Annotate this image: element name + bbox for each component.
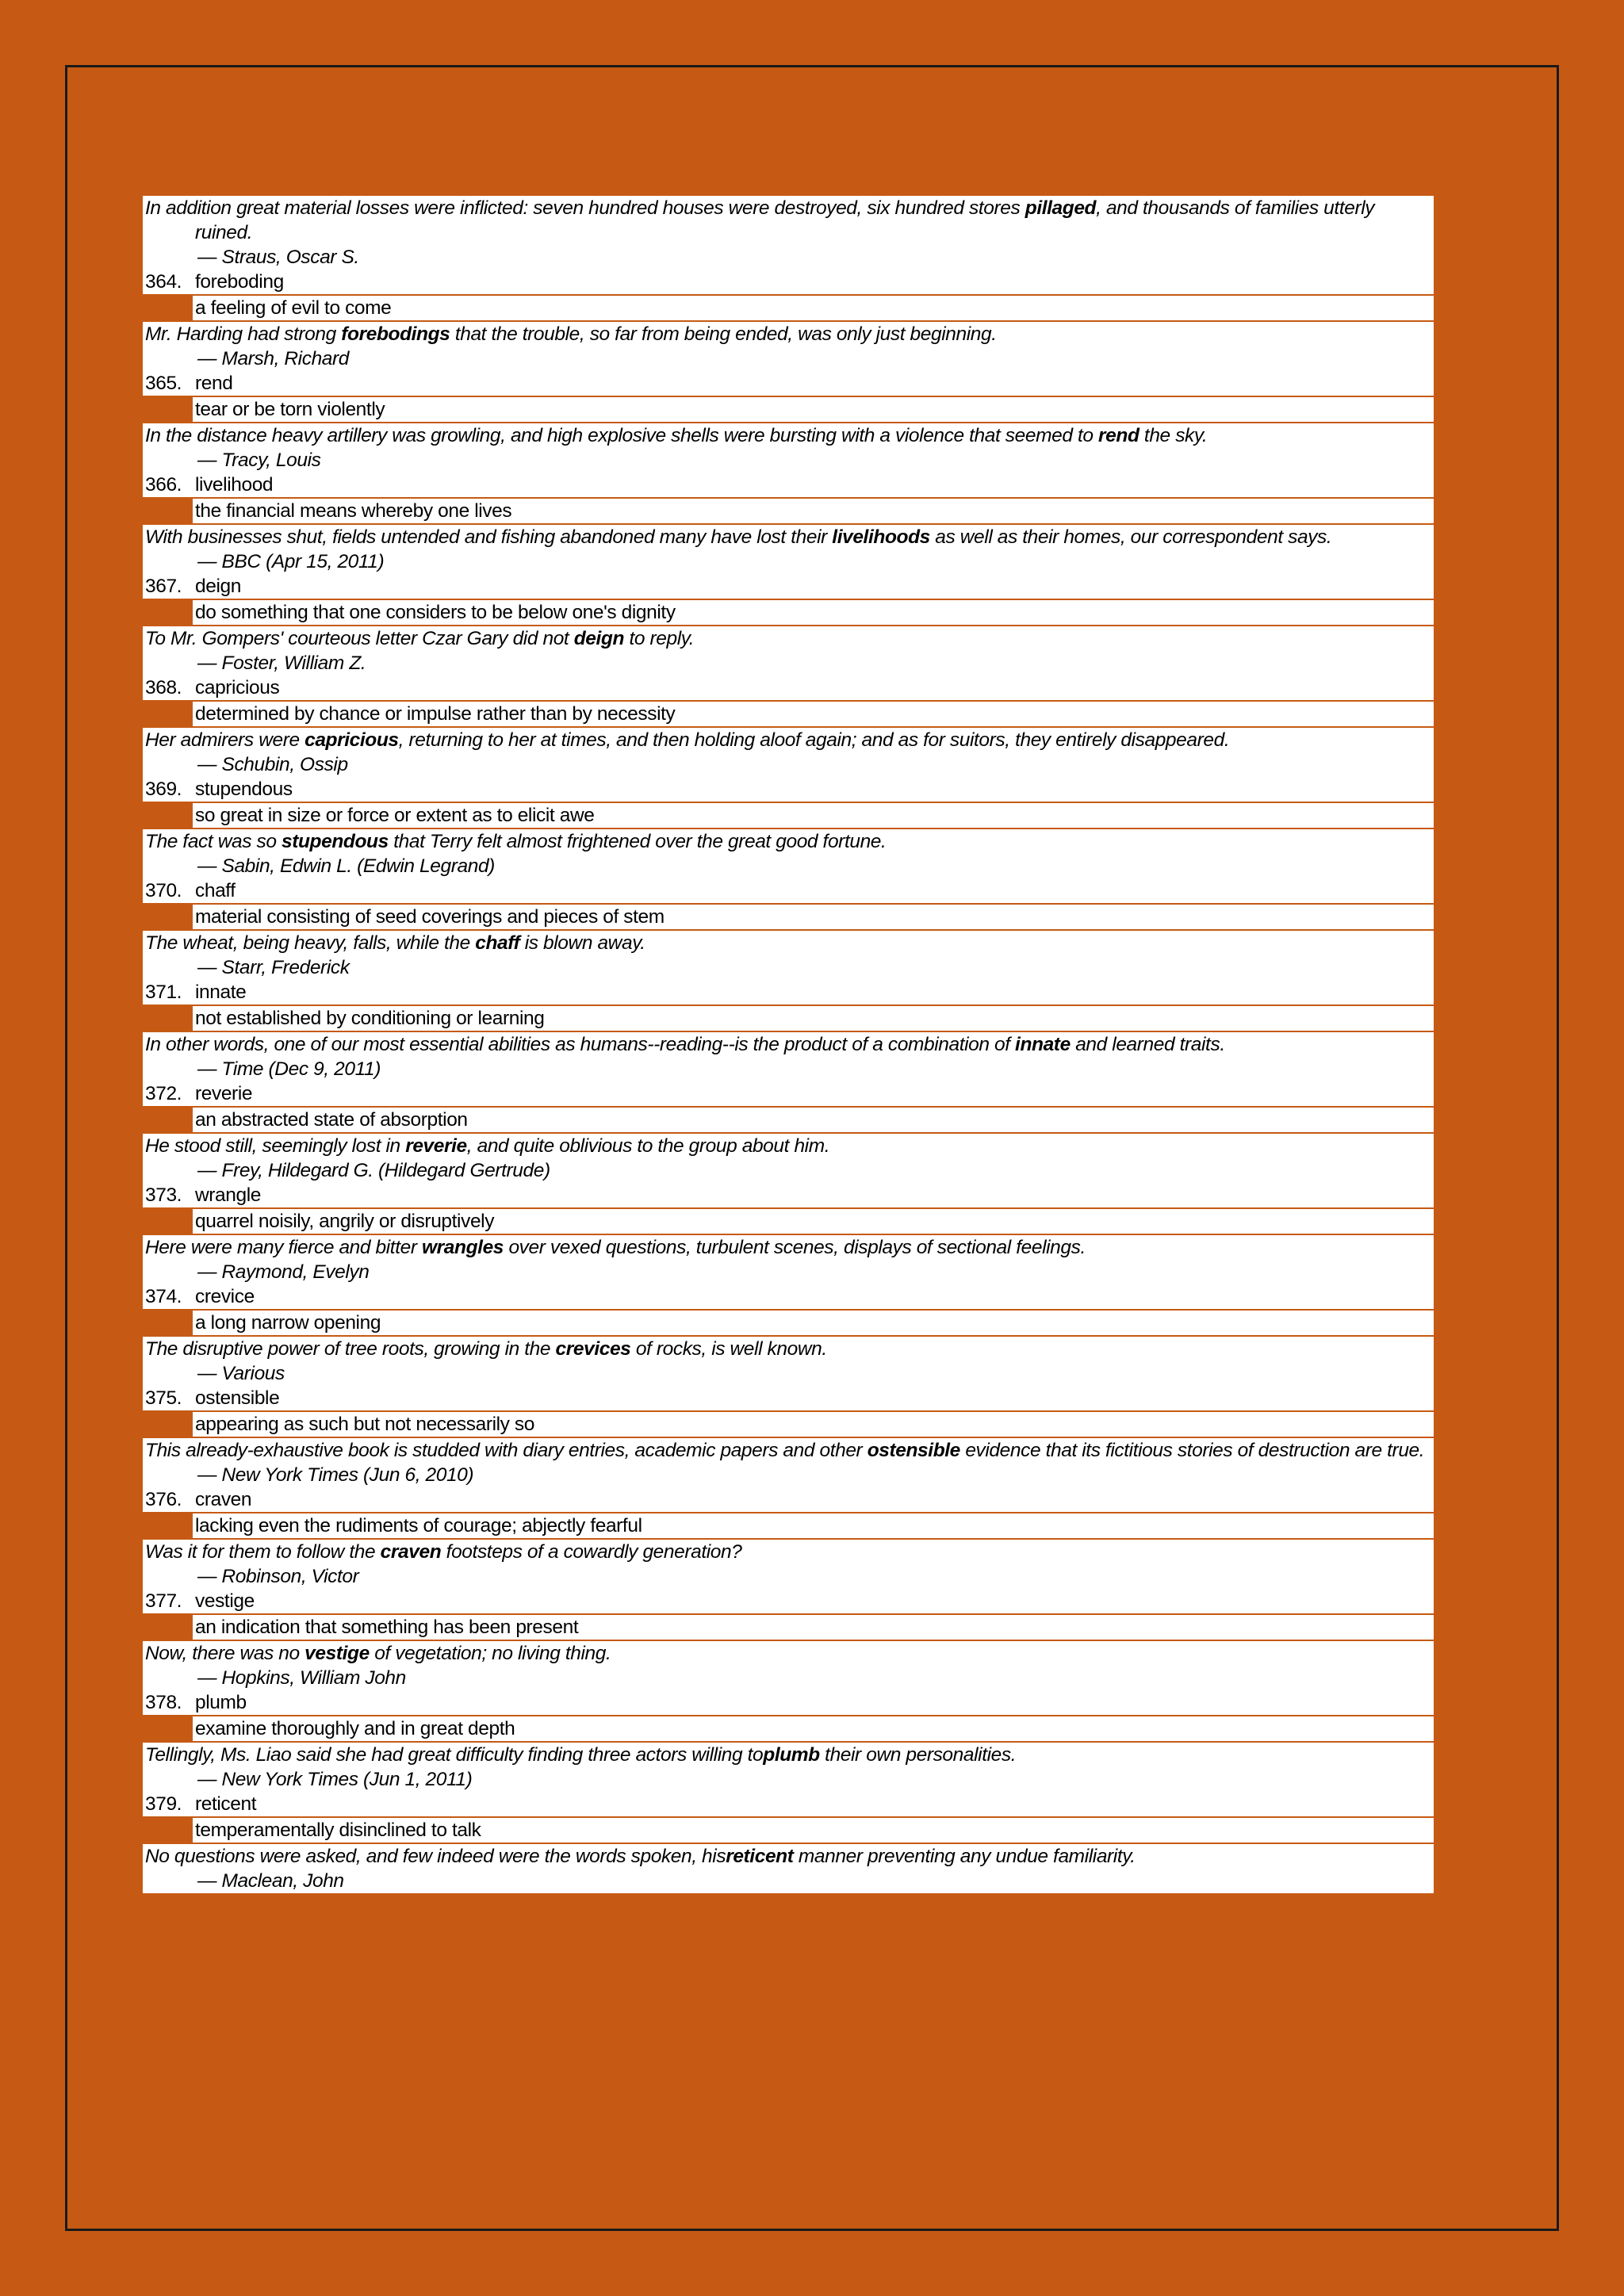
- example-source: — New York Times (Jun 6, 2010): [197, 1464, 474, 1486]
- highlighted-word: vestige: [304, 1643, 370, 1664]
- sentence-text: is blown away.: [519, 932, 645, 954]
- entry-word: livelihood: [195, 474, 274, 496]
- entry-number: 376.: [145, 1489, 182, 1510]
- entry-number: 366.: [145, 474, 182, 496]
- entry-number: 374.: [145, 1286, 182, 1307]
- highlighted-word: forebodings: [341, 323, 450, 345]
- sentence-text: This already-exhaustive book is studded with diary entries, academic papers and other: [145, 1440, 868, 1461]
- entry-word: rend: [195, 373, 233, 394]
- example-sentence: [145, 1844, 1434, 1869]
- example-source: — Frey, Hildegard G. (Hildegard Gertrude): [197, 1160, 550, 1181]
- example-block: [143, 196, 1434, 294]
- entry-word: deign: [195, 576, 241, 597]
- entry-word: reticent: [195, 1793, 257, 1815]
- sentence-text: In addition great material losses were inflicted: seven hundred houses were destroyed, six hundred stores: [145, 197, 1025, 219]
- definition-row: [143, 497, 1434, 525]
- entry-number: 379.: [145, 1793, 182, 1815]
- definition-text: determined by chance or impulse rather than by necessity: [193, 702, 1434, 726]
- sentence-text: over vexed questions, turbulent scenes, displays of sectional feelings.: [504, 1237, 1086, 1258]
- example-source: — Various: [197, 1363, 285, 1384]
- vocab-headword: [145, 777, 1434, 802]
- definition-text: an indication that something has been present: [193, 1615, 1434, 1640]
- entry-word: plumb: [195, 1692, 247, 1713]
- sentence-text: of rocks, is well known.: [630, 1338, 827, 1360]
- example-block: [143, 1540, 1434, 1613]
- definition-text: do something that one considers to be below one's dignity: [193, 600, 1434, 625]
- vocab-headword: [145, 980, 1434, 1004]
- definition-row: [143, 1106, 1434, 1134]
- definition-row: [143, 294, 1434, 322]
- highlighted-word: livelihoods: [832, 526, 930, 548]
- example-sentence: [145, 931, 1434, 955]
- example-source: — BBC (Apr 15, 2011): [197, 551, 385, 572]
- definition-text: not established by conditioning or learning: [193, 1006, 1434, 1031]
- definition-text: lacking even the rudiments of courage; abjectly fearful: [193, 1513, 1434, 1538]
- example-source: — Starr, Frederick: [197, 957, 350, 978]
- highlighted-word: deign: [573, 628, 625, 649]
- highlighted-word: chaff: [475, 932, 520, 954]
- definition-row: [143, 599, 1434, 626]
- entry-word: crevice: [195, 1286, 255, 1307]
- entry-number: 372.: [145, 1083, 182, 1104]
- example-source: — Schubin, Ossip: [197, 754, 348, 775]
- sentence-text: Mr. Harding had strong: [145, 323, 342, 345]
- example-block: [143, 1235, 1434, 1309]
- vocab-headword: [145, 1284, 1434, 1309]
- example-block: [143, 1844, 1434, 1893]
- definition-row: [143, 700, 1434, 728]
- vocab-headword: [145, 1183, 1434, 1207]
- sentence-text: and learned traits.: [1070, 1034, 1225, 1055]
- vocab-headword: [145, 371, 1434, 396]
- example-source: — Hopkins, William John: [197, 1667, 406, 1689]
- vocab-headword: [145, 270, 1434, 294]
- entry-number: 375.: [145, 1387, 182, 1409]
- example-sentence: [145, 322, 1434, 346]
- example-block: [143, 626, 1434, 700]
- example-sentence: [145, 423, 1434, 448]
- example-sentence: [145, 1540, 1434, 1564]
- highlighted-word: rend: [1098, 425, 1139, 446]
- vocab-headword: [145, 1589, 1434, 1613]
- sentence-text: The disruptive power of tree roots, growing in the: [145, 1338, 556, 1360]
- example-sentence: [145, 525, 1434, 549]
- highlighted-word: wrangles: [422, 1237, 504, 1258]
- definition-row: [143, 802, 1434, 829]
- highlighted-word: capricious: [304, 729, 399, 751]
- sentence-text: manner preventing any undue familiarity.: [793, 1846, 1136, 1867]
- entry-number: 369.: [145, 779, 182, 800]
- sentence-text: evidence that its fictitious stories of destruction are true.: [959, 1440, 1425, 1461]
- example-block: [143, 931, 1434, 1004]
- entry-number: 367.: [145, 576, 182, 597]
- vocab-headword: [145, 1386, 1434, 1410]
- sentence-text: Tellingly, Ms. Liao said she had great difficulty finding three actors willing to: [145, 1744, 764, 1766]
- vocab-headword: [145, 878, 1434, 903]
- example-sentence: [145, 1134, 1434, 1158]
- example-sentence: [145, 626, 1434, 651]
- entry-number: 371.: [145, 982, 182, 1003]
- sentence-text: the sky.: [1139, 425, 1208, 446]
- highlighted-word: innate: [1015, 1034, 1071, 1055]
- definition-row: [143, 1613, 1434, 1641]
- sentence-text: as well as their homes, our correspondent says.: [929, 526, 1332, 548]
- definition-text: quarrel noisily, angrily or disruptively: [193, 1209, 1434, 1234]
- example-source: — Sabin, Edwin L. (Edwin Legrand): [197, 855, 495, 877]
- sentence-text: To Mr. Gompers' courteous letter Czar Gary did not: [145, 628, 574, 649]
- definition-text: temperamentally disinclined to talk: [193, 1818, 1434, 1843]
- example-block: [143, 1134, 1434, 1207]
- highlighted-word: stupendous: [281, 831, 389, 852]
- example-sentence: [145, 728, 1434, 752]
- definition-text: a feeling of evil to come: [193, 296, 1434, 320]
- sentence-text: Here were many fierce and bitter: [145, 1237, 423, 1258]
- entry-word: reverie: [195, 1083, 253, 1104]
- definition-text: tear or be torn violently: [193, 397, 1434, 422]
- example-sentence: [145, 1641, 1434, 1666]
- example-block: [143, 1641, 1434, 1715]
- vocab-headword: [145, 473, 1434, 497]
- sentence-text: , and quite oblivious to the group about him.: [466, 1135, 830, 1157]
- sentence-text: With businesses shut, fields untended and fishing abandoned many have lost their: [145, 526, 833, 548]
- sentence-text: that Terry felt almost frightened over the great good fortune.: [388, 831, 887, 852]
- entry-word: capricious: [195, 677, 280, 698]
- vocab-headword: [145, 1487, 1434, 1512]
- sentence-text: their own personalities.: [819, 1744, 1017, 1766]
- entry-number: 378.: [145, 1692, 182, 1713]
- entry-number: 365.: [145, 373, 182, 394]
- highlighted-word: plumb: [763, 1744, 820, 1766]
- example-block: [143, 322, 1434, 396]
- definition-text: the financial means whereby one lives: [193, 499, 1434, 523]
- sentence-text: The wheat, being heavy, falls, while the: [145, 932, 476, 954]
- highlighted-word: crevices: [555, 1338, 631, 1360]
- example-source: — Straus, Oscar S.: [197, 247, 359, 268]
- definition-text: appearing as such but not necessarily so: [193, 1412, 1434, 1437]
- sentence-text: In the distance heavy artillery was growling, and high explosive shells were bursting with a violence that seemed to: [145, 425, 1099, 446]
- entry-word: innate: [195, 982, 247, 1003]
- definition-text: so great in size or force or extent as to elicit awe: [193, 803, 1434, 828]
- example-source: — Maclean, John: [197, 1870, 344, 1892]
- entry-word: stupendous: [195, 779, 293, 800]
- example-sentence: [145, 1438, 1434, 1463]
- sentence-text: In other words, one of our most essential abilities as humans--reading--is the product of a combination of: [145, 1034, 1016, 1055]
- entry-number: 368.: [145, 677, 182, 698]
- highlighted-word: pillaged: [1025, 197, 1097, 219]
- sentence-text: footsteps of a cowardly generation?: [441, 1541, 742, 1563]
- entry-number: 377.: [145, 1590, 182, 1612]
- definition-row: [143, 1816, 1434, 1844]
- sentence-text: He stood still, seemingly lost in: [145, 1135, 406, 1157]
- vocab-headword: [145, 1792, 1434, 1816]
- definition-row: [143, 903, 1434, 931]
- definition-row: [143, 1715, 1434, 1743]
- highlighted-word: reverie: [405, 1135, 467, 1157]
- example-block: [143, 1438, 1434, 1512]
- example-block: [143, 728, 1434, 802]
- sentence-text: , and thousands of families utterly ruined.: [195, 197, 1375, 243]
- entry-word: vestige: [195, 1590, 255, 1612]
- example-sentence: [145, 829, 1434, 854]
- sentence-text: No questions were asked, and few indeed were the words spoken, his: [145, 1846, 726, 1867]
- example-block: [143, 829, 1434, 903]
- sentence-text: Her admirers were: [145, 729, 305, 751]
- example-sentence: [145, 1337, 1434, 1361]
- definition-row: [143, 1512, 1434, 1540]
- example-sentence: [145, 196, 1434, 245]
- example-sentence: [145, 1032, 1434, 1057]
- example-sentence: [145, 1743, 1434, 1767]
- sentence-text: Was it for them to follow the: [145, 1541, 381, 1563]
- definition-text: an abstracted state of absorption: [193, 1108, 1434, 1132]
- example-sentence: [145, 1235, 1434, 1260]
- highlighted-word: reticent: [726, 1846, 794, 1867]
- sentence-text: , returning to her at times, and then holding aloof again; and as for suitors, they entirely disappeared.: [398, 729, 1230, 751]
- example-block: [143, 423, 1434, 497]
- example-source: — New York Times (Jun 1, 2011): [197, 1769, 473, 1790]
- vocab-headword: [145, 675, 1434, 700]
- example-source: — Time (Dec 9, 2011): [197, 1058, 381, 1080]
- entry-word: foreboding: [195, 271, 284, 293]
- example-source: — Robinson, Victor: [197, 1566, 359, 1587]
- entry-word: craven: [195, 1489, 252, 1510]
- sentence-text: of vegetation; no living thing.: [369, 1643, 611, 1664]
- highlighted-word: craven: [380, 1541, 442, 1563]
- highlighted-word: ostensible: [867, 1440, 960, 1461]
- entry-number: 373.: [145, 1184, 182, 1206]
- definition-text: examine thoroughly and in great depth: [193, 1716, 1434, 1741]
- vocab-headword: [145, 574, 1434, 599]
- example-source: — Foster, William Z.: [197, 652, 366, 674]
- entry-word: wrangle: [195, 1184, 261, 1206]
- example-block: [143, 1743, 1434, 1816]
- definition-row: [143, 1410, 1434, 1438]
- vocab-headword: [145, 1081, 1434, 1106]
- entry-number: 364.: [145, 271, 182, 293]
- example-block: [143, 1337, 1434, 1410]
- example-source: — Tracy, Louis: [197, 450, 321, 471]
- definition-text: a long narrow opening: [193, 1311, 1434, 1335]
- example-block: [143, 1032, 1434, 1106]
- sentence-text: to reply.: [624, 628, 695, 649]
- sentence-text: The fact was so: [145, 831, 282, 852]
- definition-row: [143, 1004, 1434, 1032]
- entry-word: chaff: [195, 880, 236, 901]
- example-block: [143, 525, 1434, 599]
- example-source: — Marsh, Richard: [197, 348, 350, 369]
- entry-number: 370.: [145, 880, 182, 901]
- sentence-text: Now, there was no: [145, 1643, 305, 1664]
- sentence-text: that the trouble, so far from being ended, was only just beginning.: [450, 323, 997, 345]
- definition-row: [143, 1309, 1434, 1337]
- example-source: — Raymond, Evelyn: [197, 1261, 370, 1283]
- definition-row: [143, 396, 1434, 423]
- vocabulary-list: [143, 196, 1434, 1893]
- definition-row: [143, 1207, 1434, 1235]
- entry-word: ostensible: [195, 1387, 280, 1409]
- vocab-headword: [145, 1690, 1434, 1715]
- definition-text: material consisting of seed coverings and pieces of stem: [193, 905, 1434, 929]
